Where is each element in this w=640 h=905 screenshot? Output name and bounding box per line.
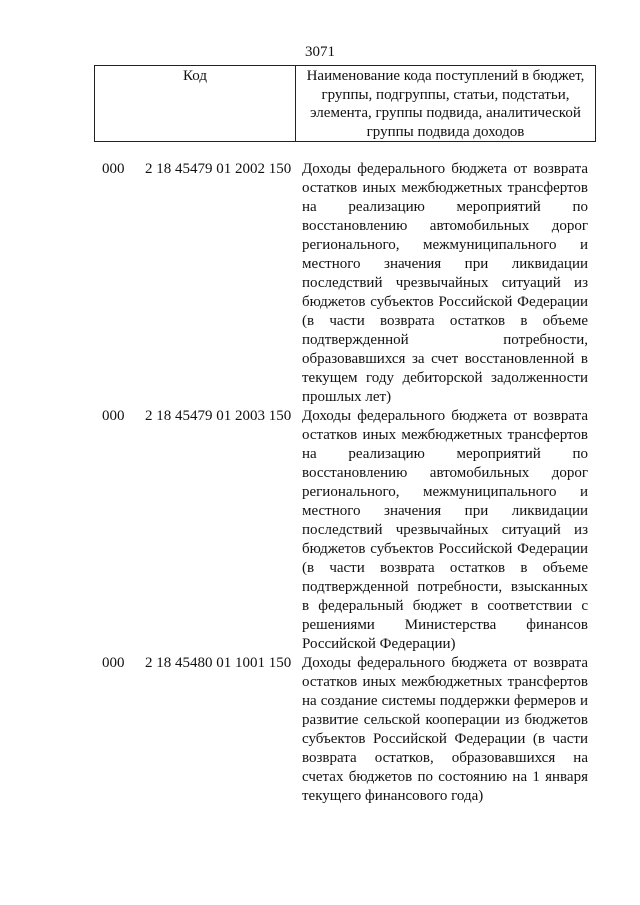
table-header — [94, 65, 596, 142]
row-description: Доходы федерального бюджета от возврата остатков иных межбюджетных трансфертов на реализацию мероприятий по восстановлению автомобильных дорог регионального, межмуниципального и местного значения при ликвидации последствий чрезвычайных ситуаций из бюджетов субъектов Российской Федерации (в части возврата остатков в объеме подтвержденной потребности, образовавшихся за счет восстановленной в текущем году дебиторской задолженности прошлых лет) — [302, 161, 588, 405]
row-admin-code: 000 — [102, 161, 125, 177]
row-admin-code: 000 — [102, 655, 125, 671]
table-row — [0, 407, 640, 654]
table-row — [0, 654, 640, 806]
header-name-cell: Наименование кода поступлений в бюджет, группы, подгруппы, статьи, подстатьи, элемента, группы подвида, аналитической группы подвида доходов — [306, 68, 585, 140]
row-admin-code: 000 — [102, 408, 125, 424]
row-income-code: 2 18 45480 01 1001 150 — [145, 655, 292, 671]
row-income-code: 2 18 45479 01 2003 150 — [145, 408, 292, 424]
header-code-cell: Код — [95, 66, 296, 141]
row-description: Доходы федерального бюджета от возврата остатков иных межбюджетных трансфертов на реализацию мероприятий по восстановлению автомобильных дорог регионального, межмуниципального и местного значения при ликвидации последствий чрезвычайных ситуаций из бюджетов субъектов Российской Федерации (в части возврата остатков в объеме подтвержденной потребности, взысканных в федеральный бюджет в соответствии с решениями Министерства финансов Российской Федерации) — [302, 408, 588, 652]
table-body — [0, 160, 640, 806]
row-income-code: 2 18 45479 01 2002 150 — [145, 161, 292, 177]
page-number: 3071 — [305, 44, 335, 60]
row-description: Доходы федерального бюджета от возврата остатков иных межбюджетных трансфертов на создание системы поддержки фермеров и развитие сельской кооперации из бюджетов субъектов Российской Федерации (в части возврата остатков, образовавшихся на счетах бюджетов по состоянию на 1 января текущего финансового года) — [302, 655, 588, 804]
table-row — [0, 160, 640, 407]
